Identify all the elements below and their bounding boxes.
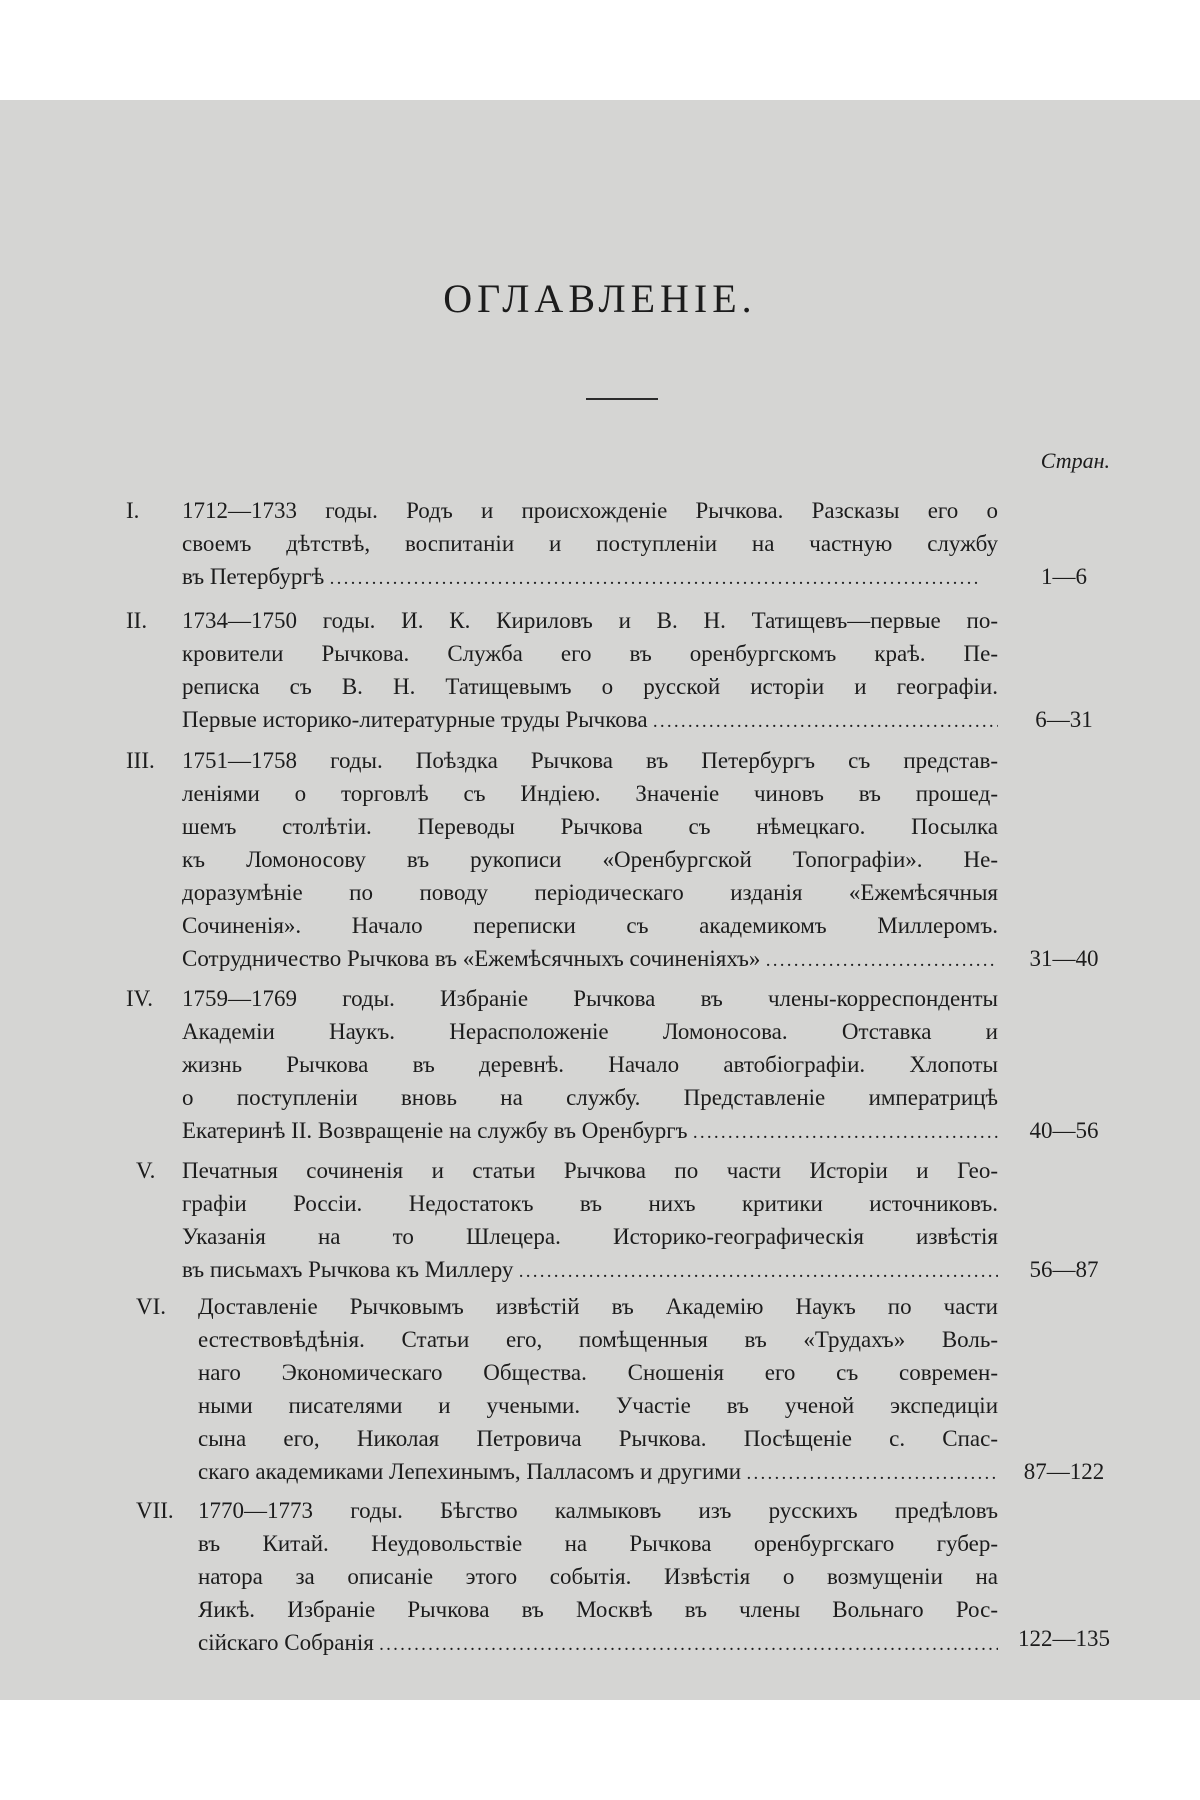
page-range: 87—122 bbox=[1023, 1459, 1105, 1484]
page-range: 56—87 bbox=[1029, 1257, 1099, 1282]
entry-line: къ Ломоносову въ рукописи «Оренбургской Топографіи». Не- bbox=[182, 847, 998, 872]
entry-line: 1770—1773 годы. Бѣгство калмыковъ изъ русскихъ предѣловъ bbox=[198, 1498, 998, 1523]
dot-leaders bbox=[694, 1114, 998, 1151]
entry-line: Первые историко-литературные труды Рычкова bbox=[182, 707, 648, 732]
entry-line: леніями о торговлѣ съ Индіею. Значеніе чиновъ въ прошед- bbox=[182, 781, 998, 806]
entry-line: кровители Рычкова. Служба его въ оренбургскомъ краѣ. Пе- bbox=[182, 641, 998, 666]
page-title: ОГЛАВЛЕНІЕ. bbox=[443, 276, 757, 321]
entry-text bbox=[182, 1154, 998, 1290]
dot-leaders bbox=[519, 1253, 998, 1290]
entry-line: своемъ дѣтствѣ, воспитаніи и поступленіи на частную службу bbox=[182, 531, 998, 556]
entry-line: жизнь Рычкова въ деревнѣ. Начало автобіографіи. Хлопоты bbox=[182, 1052, 998, 1077]
title-divider bbox=[586, 398, 658, 400]
dot-leaders bbox=[766, 942, 998, 979]
entry-line: доразумѣніе по поводу періодическаго изданія «Ежемѣсячныя bbox=[182, 880, 998, 905]
entry-line: 1712—1733 годы. Родъ и происхожденіе Рычкова. Разсказы его о bbox=[182, 498, 998, 523]
entry-line: Екатеринѣ II. Возвращеніе на службу въ Оренбургъ bbox=[182, 1118, 688, 1143]
page-range: 40—56 bbox=[1029, 1118, 1099, 1143]
entry-last-line bbox=[182, 703, 998, 740]
entry-text bbox=[182, 982, 998, 1151]
entry-numeral: V. bbox=[136, 1158, 156, 1183]
entry-line: о поступленіи вновь на службу. Представленіе императрицѣ bbox=[182, 1085, 998, 1110]
entry-line: Академіи Наукъ. Нерасположеніе Ломоносова. Отставка и bbox=[182, 1019, 998, 1044]
page-range: 6—31 bbox=[1035, 707, 1093, 732]
entry-line: наго Экономическаго Общества. Сношенія его съ современ- bbox=[198, 1360, 998, 1385]
entry-text bbox=[182, 494, 998, 597]
entry-line: шемъ столѣтіи. Переводы Рычкова съ нѣмецкаго. Посылка bbox=[182, 814, 998, 839]
dot-leaders bbox=[654, 703, 998, 740]
dot-leaders bbox=[330, 560, 998, 597]
entry-line: 1734—1750 годы. И. К. Кириловъ и В. Н. Татищевъ—первые по- bbox=[182, 608, 998, 633]
entry-line: ными писателями и учеными. Участіе въ ученой экспедиціи bbox=[198, 1393, 998, 1418]
pages-column-header: Стран. bbox=[1040, 448, 1110, 473]
entry-line: въ Китай. Неудовольствіе на Рычкова оренбургскаго губер- bbox=[198, 1531, 998, 1556]
page-range: 1—6 bbox=[1041, 564, 1087, 589]
page-range: 122—135 bbox=[1018, 1626, 1110, 1651]
entry-line: 1759—1769 годы. Избраніе Рычкова въ члены-корреспонденты bbox=[182, 986, 998, 1011]
entry-line: реписка съ В. Н. Татищевымъ о русской исторіи и географіи. bbox=[182, 674, 998, 699]
entry-text bbox=[198, 1494, 998, 1663]
entry-last-line bbox=[182, 1253, 998, 1290]
entry-line: Сотрудничество Рычкова въ «Ежемѣсячныхъ сочиненіяхъ» bbox=[182, 946, 761, 971]
entry-text bbox=[198, 1290, 998, 1492]
entry-last-line bbox=[182, 1114, 998, 1151]
entry-line: скаго академиками Лепехинымъ, Палласомъ и другими bbox=[198, 1459, 742, 1484]
entry-numeral: II. bbox=[126, 608, 148, 633]
entry-text bbox=[182, 604, 998, 740]
entry-line: въ письмахъ Рычкова къ Миллеру bbox=[182, 1257, 514, 1282]
entry-last-line bbox=[182, 942, 998, 979]
entry-last-line bbox=[198, 1455, 998, 1492]
bleed-through-text bbox=[248, 192, 1108, 224]
dot-leaders bbox=[380, 1626, 998, 1663]
entry-line: Яикѣ. Избраніе Рычкова въ Москвѣ въ члены Вольнаго Рос- bbox=[198, 1597, 998, 1622]
entry-text bbox=[182, 744, 998, 979]
entry-line: естествовѣдѣнія. Статьи его, помѣщенныя въ «Трудахъ» Воль- bbox=[198, 1327, 998, 1352]
entry-numeral: III. bbox=[126, 748, 155, 773]
entry-line: Указанія на то Шлецера. Историко-географическія извѣстія bbox=[182, 1224, 998, 1249]
entry-line: сійскаго Собранія bbox=[198, 1630, 374, 1655]
page-range: 31—40 bbox=[1029, 946, 1099, 971]
entry-line: графіи Россіи. Недостатокъ въ нихъ критики источниковъ. bbox=[182, 1191, 998, 1216]
book-page bbox=[0, 100, 1200, 1700]
entry-line: натора за описаніе этого событія. Извѣстія о возмущеніи на bbox=[198, 1564, 998, 1589]
entry-last-line bbox=[182, 560, 998, 597]
entry-line: Печатныя сочиненія и статьи Рычкова по части Исторіи и Гео- bbox=[182, 1158, 998, 1183]
entry-line: Сочиненія». Начало переписки съ академикомъ Миллеромъ. bbox=[182, 913, 998, 938]
entry-line: 1751—1758 годы. Поѣздка Рычкова въ Петербургъ съ представ- bbox=[182, 748, 998, 773]
entry-line: Доставленіе Рычковымъ извѣстій въ Академію Наукъ по части bbox=[198, 1294, 998, 1319]
entry-line: въ Петербургѣ bbox=[182, 564, 325, 589]
entry-last-line bbox=[198, 1626, 998, 1663]
dot-leaders bbox=[747, 1455, 998, 1492]
entry-numeral: VII. bbox=[136, 1498, 174, 1523]
entry-numeral: IV. bbox=[126, 986, 154, 1011]
entry-numeral: I. bbox=[126, 498, 140, 523]
entry-line: сына его, Николая Петровича Рычкова. Посѣщеніе с. Спас- bbox=[198, 1426, 998, 1451]
entry-numeral: VI. bbox=[136, 1294, 167, 1319]
